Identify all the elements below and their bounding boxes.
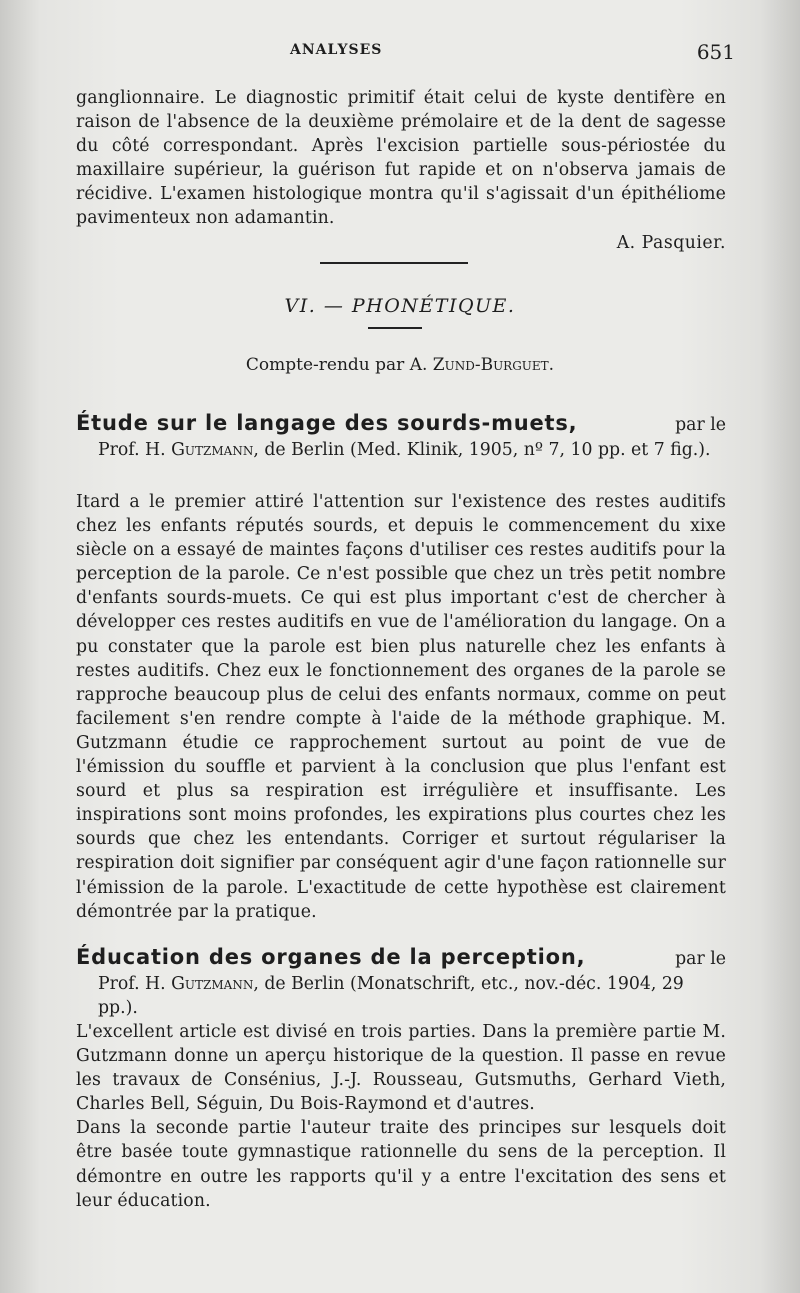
article-2-citation xyxy=(76,972,726,1021)
article-2-heading xyxy=(76,945,726,1021)
article-1-author: Gutzmann xyxy=(171,439,254,460)
intro-block xyxy=(76,86,726,255)
running-head: ANALYSES xyxy=(290,42,383,58)
article-2-author: Gutzmann xyxy=(171,973,254,994)
article-1-paragraph: Itard a le premier attiré l'attention sur l'existence des restes auditifs chez les enfants réputés sourds, et depuis le commencement du xixe siècle on a essayé de maintes façons d'utiliser ces restes auditifs pour la perception de la parole. Ce n'est possible que chez un très petit nombre d'enfants sourds-muets. Ce qui est plus important c'est de chercher à développer ces restes auditifs en vue de l'amélioration du langage. On a pu constater que la parole est bien plus naturelle chez les enfants à restes auditifs. Chez eux le fonctionnement des organes de la parole se rapproche beaucoup plus de celui des enfants normaux, comme on peut facilement s'en rendre compte à l'aide de la méthode graphique. M. Gutzmann étudie ce rapprochement surtout au point de vue de l'émission du souffle et parvient à la conclusion que plus l'enfant est sourd et plus sa respiration est irrégulière et insuffisante. Les inspirations sont moins profondes, les expirations plus courtes chez les sourds que chez les entendants. Corriger et surtout régulariser la respiration doit signifier par conséquent agir d'une façon rationnelle sur l'émission de la parole. L'exactitude de cette hypothèse est clairement démontrée par la pratique. xyxy=(76,492,726,922)
article-1-body xyxy=(76,490,726,924)
signature-name: A. Pasquier. xyxy=(616,232,726,253)
article-2-paragraph-1: L'excellent article est divisé en trois parties. Dans la première partie M. Gutzmann donne un aperçu historique de la question. Il passe en revue les travaux de Consénius, J.-J. Rousseau, Gutsmuths, Gerhard Vieth, Charles Bell, Séguin, Du Bois-Raymond et d'autres. xyxy=(76,1022,726,1115)
reviewer-name: Zund-Burguet. xyxy=(432,355,555,375)
intro-paragraph: ganglionnaire. Le diagnostic primitif était celui de kyste dentifère en raison de l'absence de la deuxième prémolaire et de la dent de sagesse du côté correspondant. Après l'excision partielle sous-périostée du maxillaire supérieur, la guérison fut rapide et on n'observa jamais de récidive. L'examen histologique montra qu'il s'agissait d'un épithéliome pavimenteux non adamantin. xyxy=(76,88,726,229)
article-1-citation-rest: , de Berlin (Med. Klinik, 1905, nº 7, 10 pp. et 7 fig.). xyxy=(253,439,711,460)
signature xyxy=(76,231,726,255)
article-2-body xyxy=(76,1020,726,1213)
reviewer-line xyxy=(0,355,800,375)
article-1-citation-prefix: Prof. H. xyxy=(98,439,172,460)
separator-rule xyxy=(320,262,468,264)
article-1-citation xyxy=(76,438,726,463)
article-2-citation-prefix: Prof. H. xyxy=(98,973,172,994)
page-number: 651 xyxy=(696,40,735,64)
article-2-paragraph-2: Dans la seconde partie l'auteur traite des principes sur lesquels doit être basée toute gymnastique rationnelle du sens de la perception. Il démontre en outre les rapports qu'il y a entre l'excitation des sens et leur éducation. xyxy=(76,1118,726,1211)
section-rule xyxy=(368,327,422,329)
page-header xyxy=(290,40,735,64)
article-2-title: Éducation des organes de la perception, xyxy=(76,945,586,969)
article-2-by: par le xyxy=(675,949,726,969)
reviewer-prefix: Compte-rendu par A. xyxy=(245,355,433,375)
article-2-citation-rest: , de Berlin (Monatschrift, etc., nov.-déc. 1904, 29 pp.). xyxy=(98,973,684,1018)
article-1-by: par le xyxy=(675,415,726,435)
article-1-title: Étude sur le langage des sourds-muets, xyxy=(76,411,578,435)
article-1-heading xyxy=(76,411,726,462)
section-title: VI. — PHONÉTIQUE. xyxy=(284,295,516,317)
